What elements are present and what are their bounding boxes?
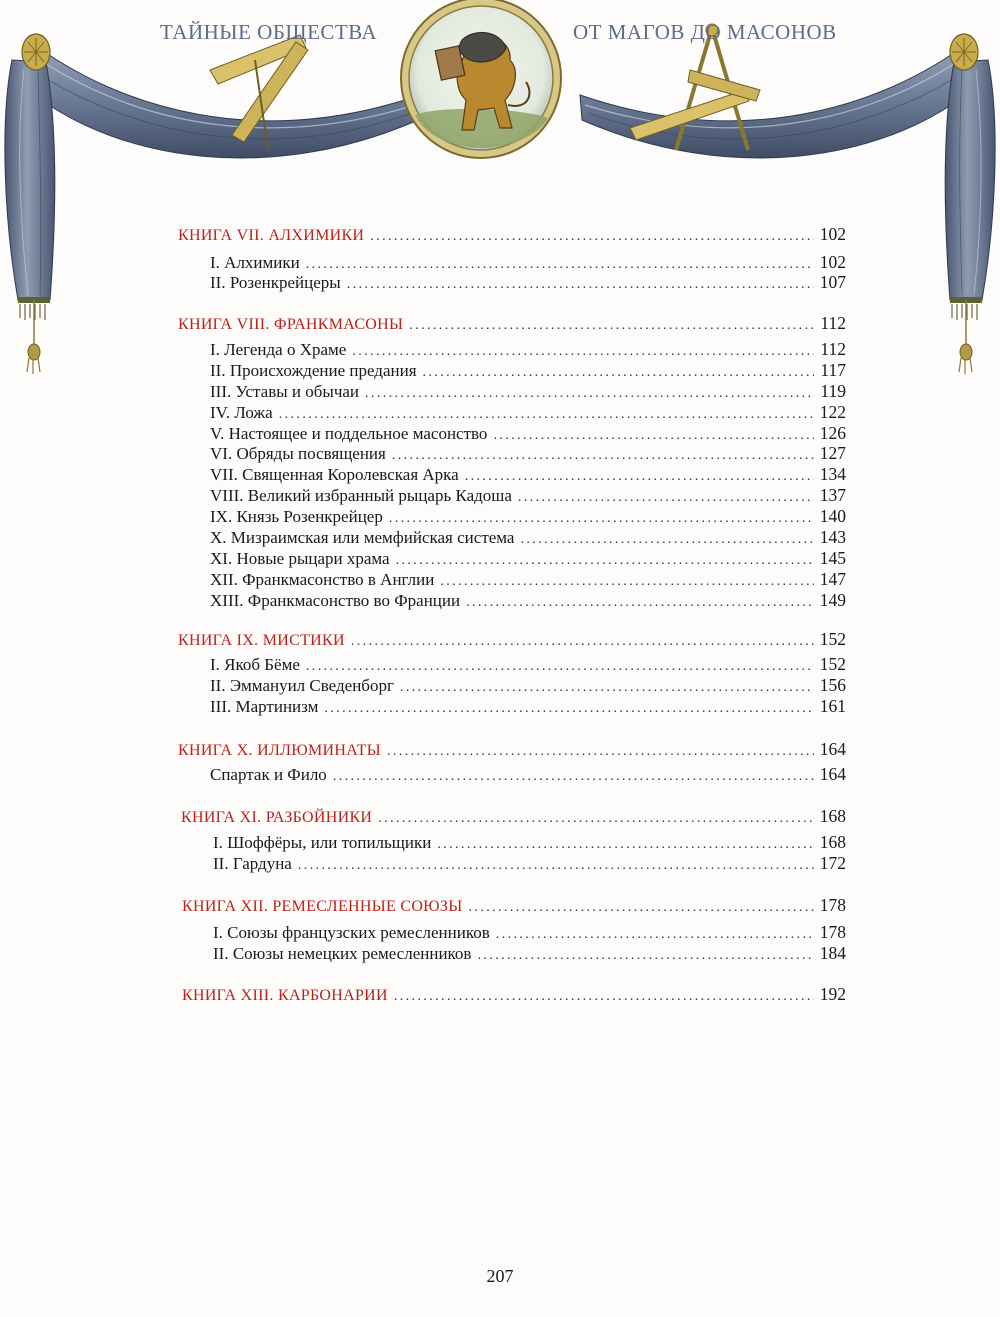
toc-book-title: КНИГА XI. РАЗБОЙНИКИ — [181, 809, 373, 826]
toc-page-number: 137 — [819, 485, 846, 505]
toc-page-number: 102 — [819, 224, 846, 244]
toc-chapter-title: I. Шоффёры, или топильщики — [213, 833, 432, 852]
toc-dot-leader — [378, 807, 813, 831]
running-header-left: ТАЙНЫЕ ОБЩЕСТВА — [160, 20, 378, 44]
toc-chapter-title: II. Союзы немецких ремесленников — [213, 944, 472, 963]
toc-book-title: КНИГА XIII. КАРБОНАРИИ — [182, 987, 388, 1004]
toc-page-number: 140 — [819, 506, 846, 526]
toc-page-number: 152 — [819, 654, 846, 674]
toc-book-entry — [181, 804, 846, 828]
toc-book-entry — [182, 893, 846, 917]
toc-dot-leader — [409, 314, 814, 338]
toc-page-number: 156 — [819, 675, 846, 695]
toc-page-number: 107 — [819, 272, 846, 292]
toc-book-title: КНИГА XII. РЕМЕСЛЕННЫЕ СОЮЗЫ — [182, 898, 463, 915]
toc-page-number: 112 — [820, 339, 846, 359]
toc-chapter-title: XII. Франкмасонство в Англии — [210, 570, 435, 589]
toc-page-number: 122 — [819, 402, 846, 422]
toc-page-number: 168 — [819, 806, 846, 826]
toc-dot-leader — [298, 854, 814, 878]
toc-book-entry — [178, 627, 846, 651]
toc-book-entry — [178, 311, 846, 335]
toc-dot-leader — [351, 630, 814, 654]
toc-page-number: 172 — [819, 853, 846, 873]
toc-page-number: 147 — [819, 569, 846, 589]
toc-chapter-entry — [210, 762, 846, 786]
toc-book-title: КНИГА VIII. ФРАНКМАСОНЫ — [178, 316, 404, 333]
toc-chapter-title: I. Алхимики — [210, 253, 300, 272]
toc-chapter-entry — [213, 941, 846, 965]
toc-chapter-title: III. Уставы и обычаи — [210, 382, 360, 401]
toc-chapter-title: II. Гардуна — [213, 854, 292, 873]
toc-dot-leader — [466, 591, 814, 615]
toc-page-number: 164 — [819, 764, 846, 784]
toc-page-number: 126 — [819, 423, 846, 443]
toc-chapter-title: I. Якоб Бёме — [210, 655, 300, 674]
toc-page-number: 149 — [819, 590, 846, 610]
toc-page-number: 161 — [819, 696, 846, 716]
toc-dot-leader — [477, 944, 813, 968]
toc-chapter-title: XIII. Франкмасонство во Франции — [210, 591, 461, 610]
toc-page-number: 145 — [819, 548, 846, 568]
toc-chapter-entry — [210, 694, 846, 718]
toc-page-number: 143 — [819, 527, 846, 547]
toc-page-number: 134 — [819, 464, 846, 484]
toc-chapter-title: II. Розенкрейцеры — [210, 273, 341, 292]
running-header-right: ОТ МАГОВ ДО МАСОНОВ — [573, 20, 837, 44]
toc-chapter-entry — [210, 270, 846, 294]
toc-chapter-title: XI. Новые рыцари храма — [210, 549, 390, 568]
toc-chapter-title: VI. Обряды посвящения — [210, 444, 386, 463]
toc-chapter-title: I. Легенда о Храме — [210, 340, 347, 359]
lion-medallion-icon — [401, 0, 561, 158]
toc-dot-leader — [370, 225, 813, 249]
page-number: 207 — [486, 1266, 514, 1286]
toc-chapter-title: III. Мартинизм — [210, 697, 319, 716]
toc-book-title: КНИГА VII. АЛХИМИКИ — [178, 227, 365, 244]
toc-dot-leader — [387, 740, 814, 764]
toc-chapter-title: Спартак и Фило — [210, 765, 327, 784]
toc-chapter-title: II. Происхождение предания — [210, 361, 417, 380]
toc-chapter-entry — [210, 588, 846, 612]
toc-page-number: 119 — [820, 381, 846, 401]
toc-dot-leader — [347, 273, 814, 297]
toc-book-title: КНИГА IX. МИСТИКИ — [178, 632, 345, 649]
toc-page-number: 178 — [819, 895, 846, 915]
toc-dot-leader — [394, 985, 814, 1009]
toc-page-number: 102 — [819, 252, 846, 272]
toc-page-number: 178 — [819, 922, 846, 942]
toc-chapter-title: IV. Ложа — [210, 403, 273, 422]
toc-chapter-title: X. Мизраимская или мемфийская система — [210, 528, 515, 547]
toc-page-number: 152 — [819, 629, 846, 649]
toc-chapter-title: I. Союзы французских ремесленников — [213, 923, 490, 942]
toc-book-entry — [178, 222, 846, 246]
toc-page-number: 127 — [819, 443, 846, 463]
toc-chapter-title: II. Эммануил Сведенборг — [210, 676, 394, 695]
toc-chapter-title: IX. Князь Розенкрейцер — [210, 507, 383, 526]
toc-chapter-title: VII. Священная Королевская Арка — [210, 465, 459, 484]
toc-book-title: КНИГА X. ИЛЛЮМИНАТЫ — [178, 742, 382, 759]
toc-page-number: 117 — [820, 360, 846, 380]
toc-dot-leader — [469, 896, 814, 920]
toc-dot-leader — [324, 697, 813, 721]
toc-chapter-title: V. Настоящее и поддельное масонство — [210, 424, 488, 443]
toc-page-number: 164 — [819, 739, 846, 759]
toc-page-number: 184 — [819, 943, 846, 963]
toc-page-number: 192 — [819, 984, 846, 1004]
toc-page-number: 168 — [819, 832, 846, 852]
toc-chapter-entry — [213, 851, 846, 875]
toc-book-entry — [182, 982, 846, 1006]
toc-chapter-title: VIII. Великий избранный рыцарь Кадоша — [210, 486, 512, 505]
toc-book-entry — [178, 737, 846, 761]
toc-dot-leader — [333, 765, 814, 789]
toc-page-number: 112 — [820, 313, 846, 333]
